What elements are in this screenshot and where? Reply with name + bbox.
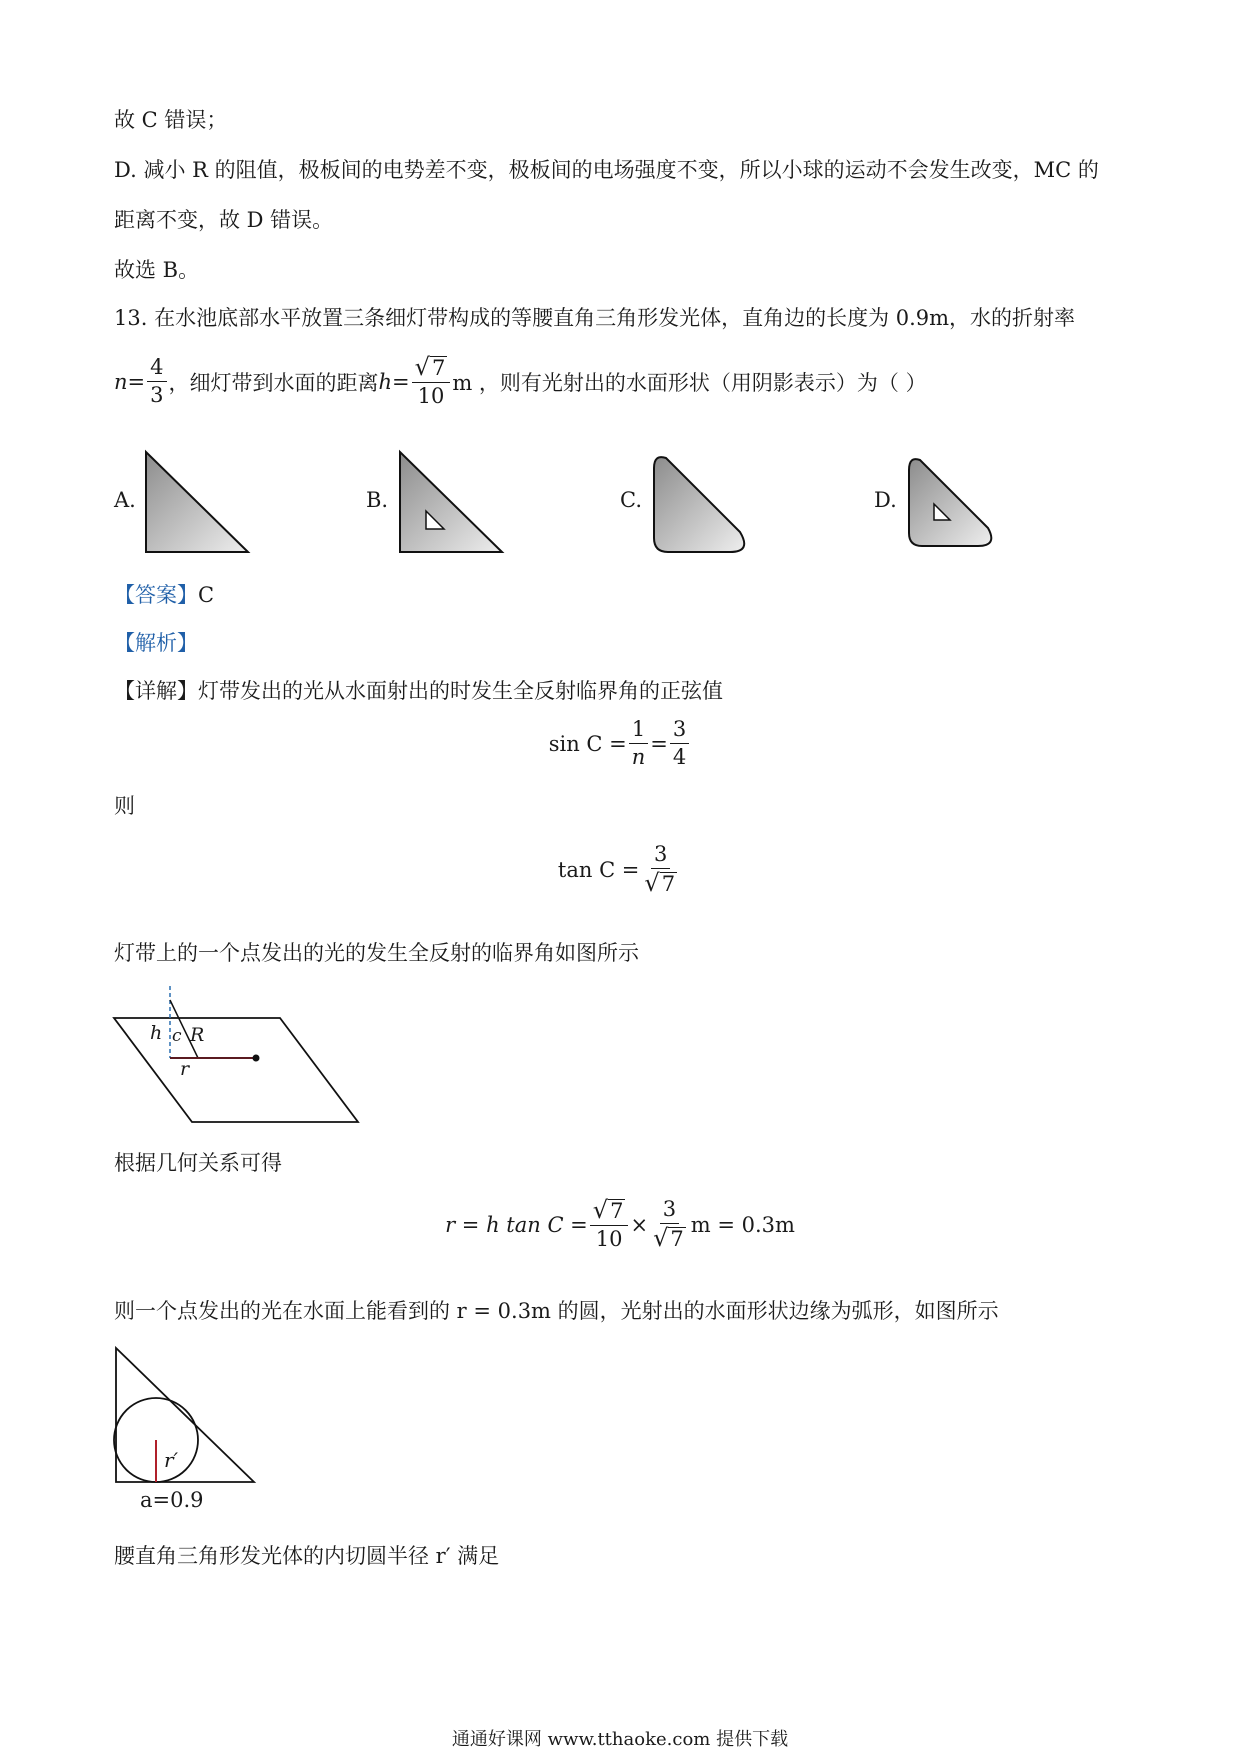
footer: 通通好课网 www.tthaoke.com 提供下载 <box>451 1729 789 1750</box>
sqrt-arg: 7 <box>661 872 676 897</box>
sin-eq: = <box>650 731 668 756</box>
label-r: r <box>180 1058 190 1080</box>
text-last: 腰直角三角形发光体的内切圆半径 r′ 满足 <box>114 1544 500 1568</box>
sqrt-arg: 7 <box>670 1227 684 1252</box>
text-mid: ，细灯带到水面的距离 <box>168 370 379 395</box>
frac-num: 1 <box>629 718 648 744</box>
sqrt-arg: 7 <box>610 1198 624 1223</box>
r-rhs: m = 0.3m <box>690 1212 795 1237</box>
detail-tag: 【详解】 <box>114 679 198 703</box>
analysis-tag: 【解析】 <box>114 631 198 655</box>
radical-sign: √ <box>414 353 430 381</box>
light-triangle <box>116 1348 254 1482</box>
text-fig-desc: 灯带上的一个点发出的光的发生全反射的临界角如图所示 <box>114 941 639 965</box>
text-ze: 则 <box>114 794 135 818</box>
radical-sign: √ <box>592 1196 609 1224</box>
label-h: h <box>150 1022 163 1044</box>
frac-den: 10 <box>595 1227 623 1252</box>
radical-sign: √ <box>644 869 660 898</box>
option-c-label: C. <box>620 488 642 512</box>
frac-num: 3 <box>651 843 670 869</box>
text-line-4: 故选 B。 <box>114 258 200 282</box>
text-circle-line: 则一个点发出的光在水面上能看到的 r = 0.3m 的圆，光射出的水面形状边缘为弧形，如图所示 <box>114 1299 999 1323</box>
text-line-3: 距离不变，故 D 错误。 <box>114 208 334 232</box>
eq-sign: = <box>127 369 146 394</box>
frac-num: 3 <box>660 1198 679 1224</box>
frac-den: n <box>631 745 646 770</box>
r-lhs: r = h tan C = <box>445 1212 588 1237</box>
text-line-2: D. 减小 R 的阻值，极板间的电势差不变，极板间的电场强度不变，所以小球的运动不会发生改变，MC 的 <box>114 158 1099 182</box>
text-line-1: 故 C 错误； <box>114 108 228 132</box>
eq-sign-2: = <box>392 369 410 394</box>
var-h: h <box>378 369 393 394</box>
var-n: n <box>114 369 128 394</box>
option-b-label: B. <box>366 488 389 512</box>
frac-den: 4 <box>672 745 687 770</box>
sqrt-arg: 7 <box>431 355 446 380</box>
radical-sign: √ <box>653 1224 669 1253</box>
question-13: 13. 在水池底部水平放置三条细灯带构成的等腰直角三角形发光体，直角边的长度为 0.9m，水的折射率 <box>114 306 1076 330</box>
answer-value: C <box>198 583 215 607</box>
label-a: a=0.9 <box>140 1488 204 1512</box>
option-a-label: A. <box>114 488 136 512</box>
label-R: R <box>190 1024 205 1046</box>
label-r-prime: r′ <box>164 1448 179 1472</box>
tan-lhs: tan C = <box>557 857 640 882</box>
label-c: c <box>172 1026 182 1046</box>
option-d-label: D. <box>874 488 897 512</box>
text-end: m ，则有光射出的水面形状（用阴影表示）为（ ） <box>452 370 927 395</box>
detail-text: 灯带发出的光从水面射出的时发生全反射临界角的正弦值 <box>198 679 723 703</box>
frac-den: 3 <box>150 383 164 408</box>
sin-lhs: sin C = <box>548 731 627 756</box>
text-geo: 根据几何关系可得 <box>114 1151 282 1175</box>
frac-den: 10 <box>417 384 445 409</box>
answer-tag: 【答案】 <box>114 583 198 607</box>
frac-num: 3 <box>670 718 689 744</box>
frac-num: 4 <box>147 356 166 382</box>
r-times: × <box>630 1212 649 1237</box>
